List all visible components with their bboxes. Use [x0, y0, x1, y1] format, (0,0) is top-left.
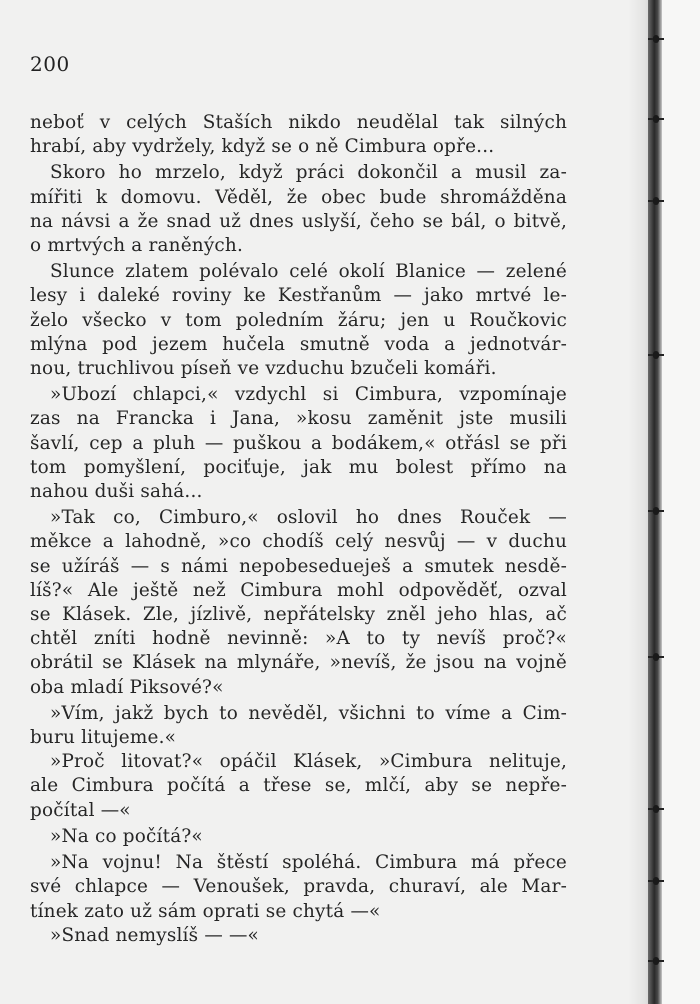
text-line: tom pomyšlení, pociťuje, jak mu bolest přímo na — [30, 456, 567, 478]
text-line: »Ubozí chlapci,« vzdychl si Cimbura, vzpomínaje — [50, 384, 567, 406]
binding-stitch-icon — [648, 804, 664, 814]
book-spine — [648, 0, 662, 1004]
text-line: želo všecko v tom poledním žáru; jen u Roučkovic — [30, 309, 567, 331]
text-line: oba mladí Piksové?« — [30, 676, 224, 698]
text-line: hrabí, aby vydržely, když se o ně Cimbura opře... — [30, 136, 495, 158]
paragraph — [30, 111, 567, 159]
binding-stitch-icon — [648, 114, 664, 124]
text-line: »Vím, jakž bych to nevěděl, všichni to víme a Cim- — [50, 702, 567, 724]
paragraph — [30, 506, 567, 700]
text-line: nahou duši sahá... — [30, 481, 203, 503]
text-line: »Snad nemyslíš — —« — [50, 924, 259, 946]
paragraph — [30, 750, 567, 823]
binding-stitch-icon — [648, 196, 664, 206]
text-line: chtěl zníti hodně nevinně: »A to ty nevíš proč?« — [30, 628, 567, 650]
text-line: obrátil se Klásek na mlynáře, »nevíš, že jsou na vojně — [30, 652, 567, 674]
binding-stitch-icon — [648, 350, 664, 360]
text-line: tínek zato už sám oprati se chytá —« — [30, 900, 381, 922]
text-line: Slunce zlatem polévalo celé okolí Blanice — zelené — [50, 261, 567, 283]
text-line: »Na vojnu! Na štěstí spoléhá. Cimbura má přece — [50, 852, 567, 874]
body-text — [30, 111, 567, 948]
binding-stitch-icon — [648, 956, 664, 966]
text-line: se Klásek. Zle, jízlivě, nepřátelsky zněl jeho hlas, ač — [30, 604, 567, 626]
binding-stitch-icon — [648, 506, 664, 516]
binding-stitch-icon — [648, 876, 664, 886]
text-line: neboť v celých Staších nikdo neudělal tak silných — [30, 112, 567, 133]
paragraph — [30, 851, 567, 924]
paragraph — [30, 383, 567, 504]
paragraph — [30, 825, 567, 849]
text-line: buru litujeme.« — [30, 727, 177, 749]
text-line: »Na co počítá?« — [50, 825, 203, 847]
text-line: mířiti k domovu. Věděl, že obec bude shromážděna — [30, 186, 567, 208]
paragraph — [30, 260, 567, 381]
binding-stitch-icon — [648, 652, 664, 662]
text-line: na návsi a že snad už dnes uslyší, čeho se bál, o bitvě, — [30, 210, 567, 232]
paragraph — [30, 161, 567, 258]
text-line: šavlí, cep a pluh — puškou a bodákem,« otřásl se při — [30, 432, 567, 454]
text-line: počítal —« — [30, 799, 131, 821]
text-line: lesy i daleké roviny ke Kestřanům — jako mrtvé le- — [30, 285, 567, 307]
text-line: o mrtvých a raněných. — [30, 235, 244, 257]
paragraph — [30, 924, 567, 948]
text-line: ale Cimbura počítá a třese se, mlčí, aby se nepře- — [30, 775, 567, 797]
scan-margin — [662, 0, 700, 1004]
paragraph — [30, 702, 567, 750]
text-line: líš?« Ale ještě než Cimbura mohl odpověděť, ozval — [30, 579, 567, 601]
text-line: »Proč litovat?« opáčil Klásek, »Cimbura nelituje, — [50, 751, 567, 773]
page-number: 200 — [30, 52, 70, 76]
text-line: se užíráš — s námi nepobesedueješ a smutek nesdě- — [30, 555, 567, 577]
text-line: mlýna pod jezem hučela smutně voda a jednotvár- — [30, 333, 567, 355]
text-line: zas na Francka i Jana, »kosu zaměnit jste musili — [30, 408, 567, 430]
text-line: »Tak co, Cimburo,« oslovil ho dnes Rouček — — [50, 507, 567, 529]
text-line: své chlapce — Venoušek, pravda, churaví, ale Mar- — [30, 876, 567, 898]
text-line: měkce a lahodně, »co chodíš celý nesvůj — v duchu — [30, 531, 567, 553]
binding-stitch-icon — [648, 34, 664, 44]
text-line: nou, truchlivou píseň ve vzduchu bzučeli komáři. — [30, 358, 497, 380]
text-line: Skoro ho mrzelo, když práci dokončil a musil za- — [50, 162, 567, 184]
